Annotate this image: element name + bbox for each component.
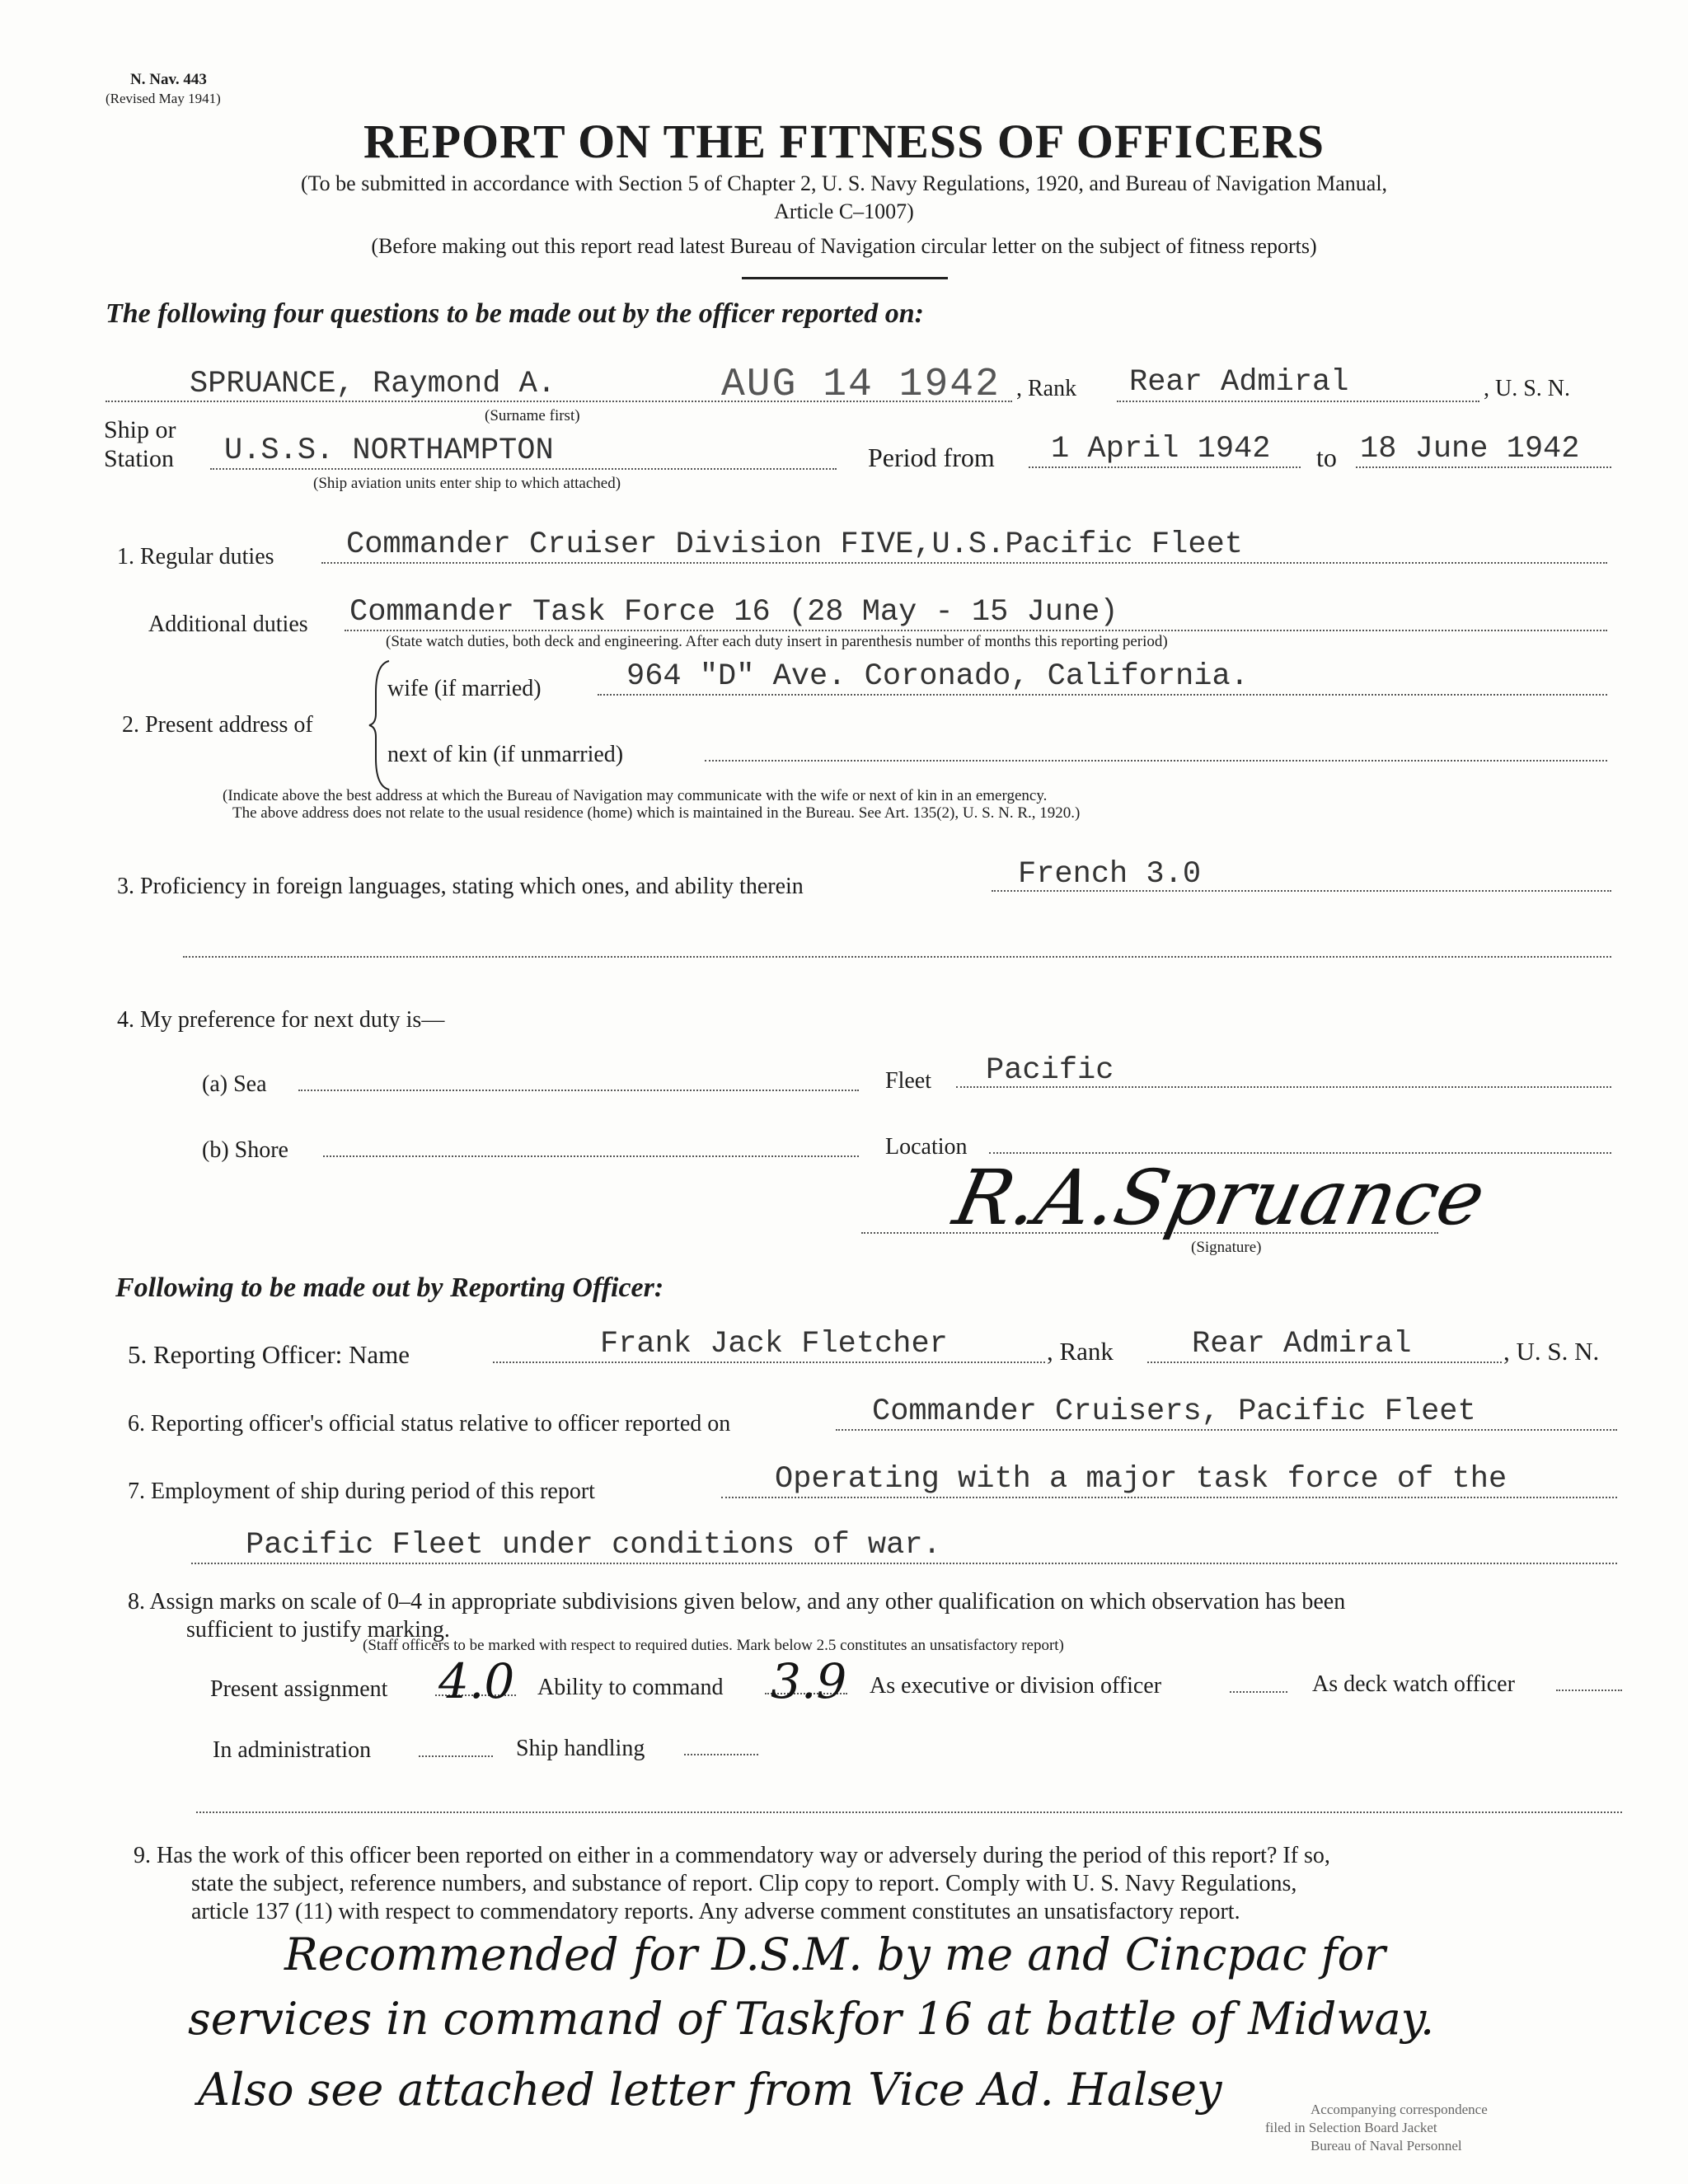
- ship-label-line2: Station: [104, 445, 175, 472]
- q4-label: 4. My preference for next duty is—: [117, 1007, 445, 1033]
- q8-label-line2: sufficient to justify marking.: [186, 1617, 450, 1643]
- q7-employment-value-line2: Pacific Fleet under conditions of war.: [246, 1528, 941, 1563]
- wife-label: wife (if married): [387, 676, 542, 701]
- wife-line: [598, 694, 1607, 696]
- q9-label-line3: article 137 (11) with respect to commendatory reports. Any adverse comment constitutes an unsatisfactory report.: [191, 1899, 1240, 1924]
- q7-line-2: [191, 1563, 1617, 1564]
- fleet-label: Fleet: [885, 1068, 931, 1094]
- title-divider: [742, 277, 948, 279]
- filing-stamp-line1: Accompanying correspondence: [1311, 2102, 1488, 2117]
- part1-header: The following four questions to be made out by the officer reported on:: [106, 298, 924, 329]
- shore-label: (b) Shore: [202, 1137, 288, 1163]
- ship-line: [210, 468, 837, 470]
- q8-extra-line: [196, 1811, 1622, 1813]
- q3-language-value: French 3.0: [1018, 857, 1202, 892]
- form-revised-date: (Revised May 1941): [106, 91, 221, 106]
- administration-label: In administration: [213, 1737, 372, 1763]
- q5-usn-label: , U. S. N.: [1503, 1337, 1600, 1366]
- address-note-line2: The above address does not relate to the usual residence (home) which is maintained in the Bureau. See Art. 135(2), U. S. N. R., 1920.): [232, 804, 1081, 822]
- q8-note: (Staff officers to be marked with respect to required duties. Mark below 2.5 constitutes an unsatisfactory report): [363, 1637, 1064, 1654]
- next-of-kin-line: [705, 760, 1607, 762]
- location-label: Location: [885, 1134, 968, 1160]
- usn-label: , U. S. N.: [1484, 376, 1571, 401]
- form-number: N. Nav. 443: [130, 71, 207, 88]
- ability-to-command-label: Ability to command: [537, 1675, 724, 1700]
- signature-note: (Signature): [1191, 1239, 1262, 1256]
- q7-label: 7. Employment of ship during period of this report: [128, 1479, 595, 1504]
- period-from-label: Period from: [868, 443, 995, 472]
- q1-regular-duties-value: Commander Cruiser Division FIVE,U.S.Pacific Fleet: [346, 527, 1243, 562]
- q3-label: 3. Proficiency in foreign languages, stating which ones, and ability therein: [117, 874, 804, 899]
- q2-label: 2. Present address of: [122, 712, 313, 738]
- q1-label: 1. Regular duties: [117, 544, 274, 569]
- wife-address-value: 964 "D" Ave. Coronado, California.: [626, 659, 1249, 694]
- reporting-officer-rank: Rear Admiral: [1192, 1327, 1412, 1361]
- q5-rank-label: , Rank: [1047, 1337, 1114, 1366]
- q3-line-2: [183, 956, 1611, 958]
- additional-duties-note: (State watch duties, both deck and engineering. After each duty insert in parenthesis number of months this reporting period): [386, 633, 1168, 650]
- present-assignment-label: Present assignment: [210, 1676, 388, 1702]
- period-to-label: to: [1316, 443, 1337, 472]
- deck-watch-officer-label: As deck watch officer: [1312, 1671, 1515, 1697]
- q6-status-value: Commander Cruisers, Pacific Fleet: [872, 1394, 1476, 1429]
- period-to-value: 18 June 1942: [1360, 432, 1580, 466]
- period-from-value: 1 April 1942: [1051, 432, 1271, 466]
- additional-duties-label: Additional duties: [148, 612, 308, 637]
- form-instruction: (Before making out this report read latest Bureau of Navigation circular letter on the subject of fitness reports): [371, 234, 1317, 258]
- officer-name: SPRUANCE, Raymond A.: [190, 367, 556, 401]
- ability-to-command-mark: 3.9: [771, 1653, 847, 1709]
- next-of-kin-label: next of kin (if unmarried): [387, 742, 624, 767]
- q9-handwritten-line1: Recommended for D.S.M. by me and Cincpac for: [284, 1929, 1386, 1980]
- q7-employment-value-line1: Operating with a major task force of the: [775, 1462, 1507, 1497]
- additional-duties-line: [345, 630, 1607, 631]
- q8-label-line1: 8. Assign marks on scale of 0–4 in appropriate subdivisions given below, and any other qualification on which observation has been: [128, 1589, 1346, 1615]
- q6-line: [836, 1429, 1617, 1431]
- rank-line: [1117, 401, 1479, 402]
- surname-note: (Surname first): [485, 407, 580, 424]
- period-to-line: [1356, 466, 1611, 468]
- shore-line: [323, 1155, 859, 1157]
- deck-watch-officer-line: [1556, 1690, 1622, 1691]
- q9-handwritten-line3: Also see attached letter from Vice Ad. Halsey: [198, 2064, 1222, 2116]
- ship-note: (Ship aviation units enter ship to which attached): [313, 475, 621, 492]
- officer-signature: R.A.Spruance: [946, 1154, 1493, 1242]
- q1-line: [321, 562, 1607, 564]
- executive-officer-label: As executive or division officer: [870, 1673, 1162, 1699]
- sea-line: [298, 1090, 859, 1091]
- q9-label-line1: 9. Has the work of this officer been reported on either in a commendatory way or adversely during the period of this report? If so,: [134, 1843, 1330, 1868]
- q9-label-line2: state the subject, reference numbers, and substance of report. Clip copy to report. Comply with U. S. Navy Regulations,: [191, 1871, 1297, 1896]
- ship-handling-line: [684, 1754, 758, 1755]
- page-title: REPORT ON THE FITNESS OF OFFICERS: [363, 115, 1325, 168]
- ship-label-line1: Ship or: [104, 416, 176, 443]
- reporting-officer-name: Frank Jack Fletcher: [600, 1327, 948, 1361]
- q5-name-line: [493, 1361, 1045, 1363]
- received-date-stamp: AUG 14 1942: [721, 363, 1001, 407]
- additional-duties-value: Commander Task Force 16 (28 May - 15 June): [349, 595, 1118, 630]
- ship-handling-label: Ship handling: [516, 1736, 645, 1761]
- form-subtitle-line1: (To be submitted in accordance with Section 5 of Chapter 2, U. S. Navy Regulations, 1920, and Bureau of Navigation Manual,: [300, 171, 1388, 195]
- filing-stamp-line2: filed in Selection Board Jacket: [1265, 2120, 1437, 2135]
- sea-label: (a) Sea: [202, 1071, 267, 1097]
- officer-rank: Rear Admiral: [1129, 365, 1349, 400]
- ship-station-value: U.S.S. NORTHAMPTON: [224, 434, 554, 468]
- filing-stamp-line3: Bureau of Naval Personnel: [1311, 2138, 1462, 2154]
- q5-rank-line: [1147, 1361, 1502, 1363]
- q9-handwritten-line2: services in command of Taskfor 16 at battle of Midway.: [188, 1993, 1435, 2045]
- form-subtitle-line2: Article C–1007): [774, 199, 914, 223]
- address-note-line1: (Indicate above the best address at which the Bureau of Navigation may communicate with the wife or next of kin in an emergency.: [223, 787, 1048, 804]
- q6-label: 6. Reporting officer's official status relative to officer reported on: [128, 1411, 731, 1436]
- q7-line-1: [721, 1497, 1617, 1498]
- q5-label: 5. Reporting Officer: Name: [128, 1340, 410, 1369]
- fleet-value: Pacific: [986, 1053, 1114, 1088]
- period-from-line: [1029, 466, 1301, 468]
- executive-officer-line: [1230, 1691, 1287, 1693]
- present-assignment-mark: 4.0: [438, 1653, 515, 1709]
- administration-line: [419, 1755, 493, 1757]
- part2-header: Following to be made out by Reporting Officer:: [115, 1272, 664, 1303]
- rank-label: , Rank: [1016, 376, 1077, 401]
